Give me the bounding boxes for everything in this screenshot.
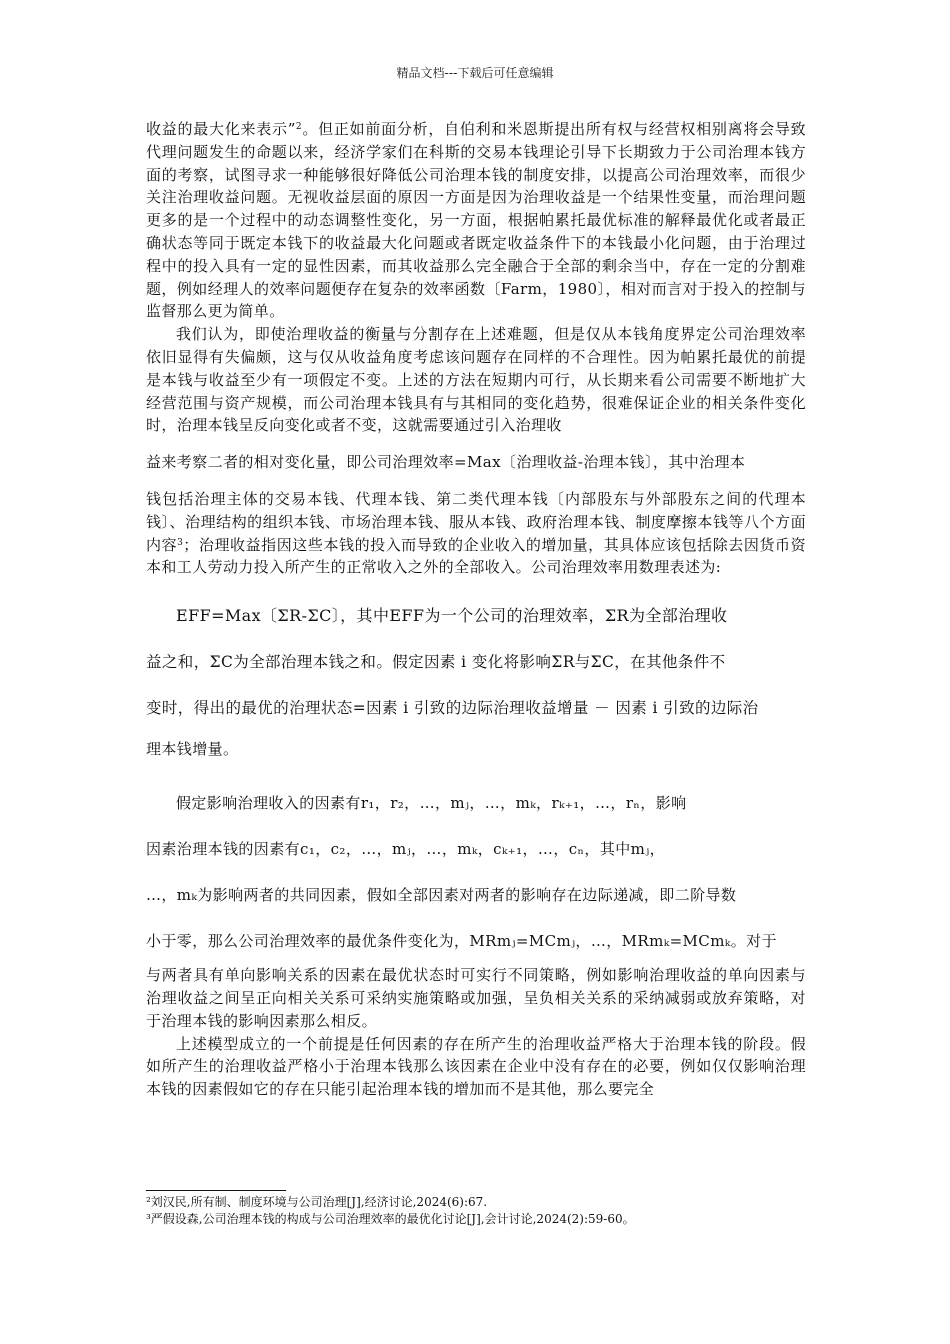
formula-block xyxy=(146,593,806,768)
paragraph-2: 我们认为，即使治理收益的衡量与分割存在上述难题，但是仅从本钱角度界定公司治理效率依旧显得有失偏颇，这与仅从收益角度考虑该问题存在同样的不合理性。因为帕累托最优的前提是本钱与收益至少有一项假定不变。上述的方法在短期内可行，从长期来看公司需要不断地扩大经营范围与资产规模，而公司治理本钱具有与其相同的变化趋势，很难保证企业的相关条件变化时，治理本钱呈反向变化或者不变，这就需要通过引入治理收 xyxy=(146,325,806,435)
footnote-ref[interactable]: 3 xyxy=(177,537,184,548)
paragraph-4: 上述模型成立的一个前提是任何因素的存在所产生的治理收益严格大于治理本钱的阶段。假如所产生的治理收益严格小于治理本钱那么该因素在企业中没有存在的必要，例如仅仅影响治理本钱的因素假如它的存在只能引起治理本钱的增加而不是其他，那么要完全 xyxy=(146,1034,806,1099)
text-run: 收益的最大化来表示” xyxy=(146,120,296,138)
optimal-condition-formula: MRmⱼ=MCmⱼ，…，MRmₖ=MCmₖ xyxy=(469,932,731,951)
footnote-2: ²刘汉民,所有制、制度环境与公司治理[J],经济讨论,2024(6):67. xyxy=(146,1195,488,1209)
factor-line-2 xyxy=(146,826,806,872)
text-run: 。但正如前面分析，自伯利和米恩斯提出所有权与经营权相别离将会导致代理问题发生的命题以来，经济学家们在科斯的交易本钱理论引导下长期致力于公司治理本钱方面的考察，试图寻求一种能够很好降低公司治理本钱的制度安排，以提高公司治理效率，而很少关注治理收益问题。无视收益层面的原因一方面是因为治理收益是一个结果性变量，而治理问题更多的是一个过程中的动态调整性变化，另一方面，根据帕累托最优标准的解释最优化或者最正确状态等同于既定本钱下的收益最大化问题或者既定收益条件下的本钱最小化问题，由于治理过程中的投入具有一定的显性因素，而其收益那么完全融合于全部的剩余当中，存在一定的分割难题，例如经理人的效率问题便存在复杂的效率函数〔Farm，1980〕，相对而言对于投入的控制与监督那么更为简单。 xyxy=(146,120,806,321)
paragraph-2c xyxy=(146,488,806,579)
text-run: ，其中mⱼ， xyxy=(584,840,666,859)
factor-line-5: 与两者具有单向影响关系的因素在最优状态时可实行不同策略，例如影响治理收益的单向因素与治理收益之间呈正向相关关系可采纳实施策略或加强，呈负相关关系的采纳减弱或放弃策略，对于治理本钱的影响因素那么相反。 xyxy=(146,966,806,1030)
body-text xyxy=(146,118,806,1101)
r-factor-list: r₁，r₂，…，mⱼ，…，mₖ，rₖ₊₁，…，rₙ xyxy=(360,794,641,813)
text-run: ，影响 xyxy=(640,794,687,813)
text-run: 因素治理本钱的因素有 xyxy=(146,840,301,859)
factor-line-3: …，mₖ为影响两者的共同因素，假如全部因素对两者的影响存在边际递减，即二阶导数 xyxy=(146,886,737,905)
paragraph-2b: 益来考察二者的相对变化量，即公司治理效率=Max〔治理收益-治理本钱〕，其中治理本 xyxy=(146,453,746,472)
footnote-3: ³严假设森,公司治理本钱的构成与公司治理效率的最优化讨论[J],会计讨论,2024(2):59-60。 xyxy=(146,1212,635,1226)
text-run: 。对于 xyxy=(730,932,777,951)
c-factor-list: c₁，c₂，…，mⱼ，…，mₖ，cₖ₊₁，…，cₙ xyxy=(300,840,585,859)
text-run: 假定影响治理收入的因素有 xyxy=(176,794,361,813)
formula-line-1: EFF=Max〔ΣR-ΣC〕，其中EFF为一个公司的治理效率，ΣR为全部治理收 xyxy=(176,606,728,626)
formula-line-2: 益之和，ΣC为全部治理本钱之和。假定因素 i 变化将影响ΣR与ΣC，在其他条件不 xyxy=(146,653,726,672)
factor-line-1 xyxy=(146,780,806,826)
paragraph-1 xyxy=(146,118,806,323)
footnotes xyxy=(146,1194,806,1228)
text-run: ；治理收益指因这些本钱的投入而导致的企业收入的增加量，其具体应该包括除去因货币资本和工人劳动力投入所产生的正常收入之外的全部收入。公司治理效率用数理表述为: xyxy=(146,535,806,577)
page-header: 精品文档---下载后可任意编辑 xyxy=(396,66,554,80)
factor-line-4 xyxy=(146,918,806,964)
text-run: 小于零，那么公司治理效率的最优条件变化为， xyxy=(146,932,470,951)
text-run: 钱包括治理主体的交易本钱、代理本钱、第二类代理本钱〔内部股东与外部股东之间的代理本钱〕、治理结构的组织本钱、市场治理本钱、服从本钱、政府治理本钱、制度摩擦本钱等八个方面内容 xyxy=(146,489,806,554)
footnote-ref[interactable]: 2 xyxy=(295,122,302,132)
footnote-divider xyxy=(146,1190,286,1191)
factor-block xyxy=(146,780,806,1032)
formula-line-4: 理本钱增量。 xyxy=(146,740,239,759)
formula-line-3: 变时，得出的最优的治理状态=因素 i 引致的边际治理收益增量 － 因素 i 引致的边际治 xyxy=(146,699,759,718)
